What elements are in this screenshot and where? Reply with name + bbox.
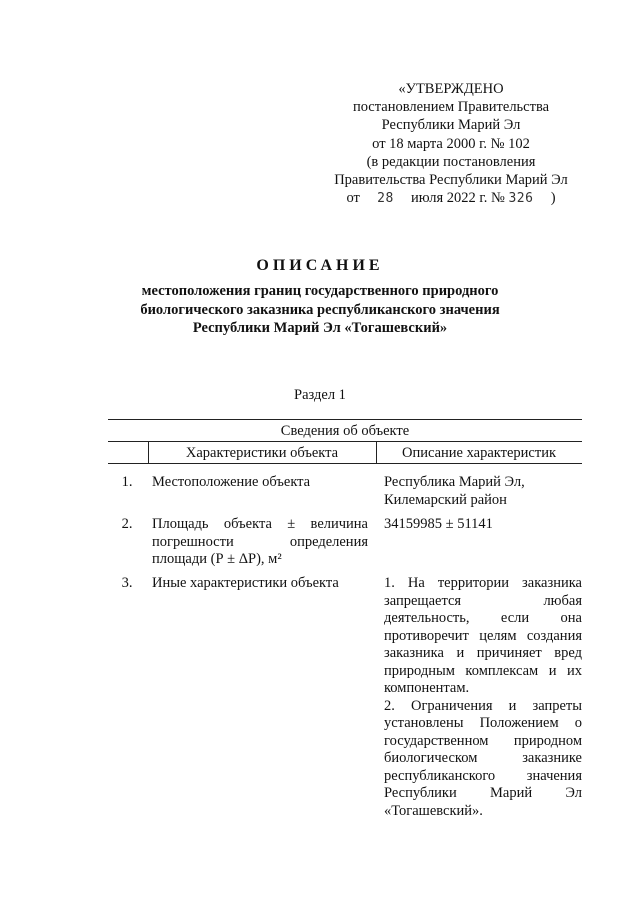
section-label: Раздел 1 (294, 387, 346, 403)
approval-date-line (320, 189, 582, 208)
approval-block (320, 80, 582, 208)
approval-date-month: июля 2022 г. № (411, 190, 505, 207)
description-paragraph: Республика Марий Эл, Килемарский район (384, 474, 525, 508)
approval-date-suffix: ) (550, 190, 556, 207)
description-paragraph: 2. Ограничения и запреты установлены Положением о государственном природном биологическом заказнике республиканского значения Республики Марий Эл «Тогашевский». (384, 697, 582, 819)
header-characteristic: Характеристики объекта (185, 445, 339, 461)
row-characteristic: Местоположение объекта (152, 474, 311, 490)
approval-doc-number: 326 (508, 191, 534, 207)
approval-line: от 18 марта 2000 г. № 102 (372, 135, 530, 152)
document-subtitle (0, 282, 640, 338)
approval-date-day: 28 (377, 191, 394, 207)
approval-line: «УТВЕРЖДЕНО (398, 81, 504, 97)
approval-date-prefix: от (346, 190, 360, 207)
row-number: 3. (121, 575, 133, 591)
row-number: 2. (121, 516, 133, 532)
row-number: 1. (121, 474, 133, 490)
description-paragraph: 34159985 ± 51141 (384, 516, 493, 532)
row-characteristic: Площадь объекта ± величина погрешности определения площади (Р ± ΔР), м² (152, 516, 368, 567)
table-caption: Сведения об объекте (280, 423, 410, 439)
row-description (384, 474, 582, 509)
subtitle-line: Республики Марий Эл «Тогашевский» (192, 320, 448, 336)
row-description (384, 516, 582, 534)
subtitle-line: биологического заказника республиканского значения (140, 301, 500, 318)
table-header-rule (108, 463, 582, 464)
document-title: ОПИСАНИЕ (256, 257, 384, 274)
description-paragraph: 1. На территории заказника запрещается любая деятельность, если она противоречит целям создания заказника и причиняет вред природным комплексам и их компонентам. (384, 575, 582, 696)
row-description (384, 575, 582, 820)
table-caption-rule (108, 441, 582, 442)
approval-line: постановлением Правительства (352, 99, 550, 116)
table-top-rule (108, 419, 582, 420)
approval-line: Правительства Республики Марий Эл (334, 172, 568, 189)
subtitle-line: местоположения границ государственного природного (141, 283, 499, 299)
approval-line: Республики Марий Эл (381, 117, 521, 134)
row-characteristic: Иные характеристики объекта (152, 575, 339, 591)
approval-line: (в редакции постановления (366, 153, 536, 170)
header-description: Описание характеристик (401, 445, 556, 461)
